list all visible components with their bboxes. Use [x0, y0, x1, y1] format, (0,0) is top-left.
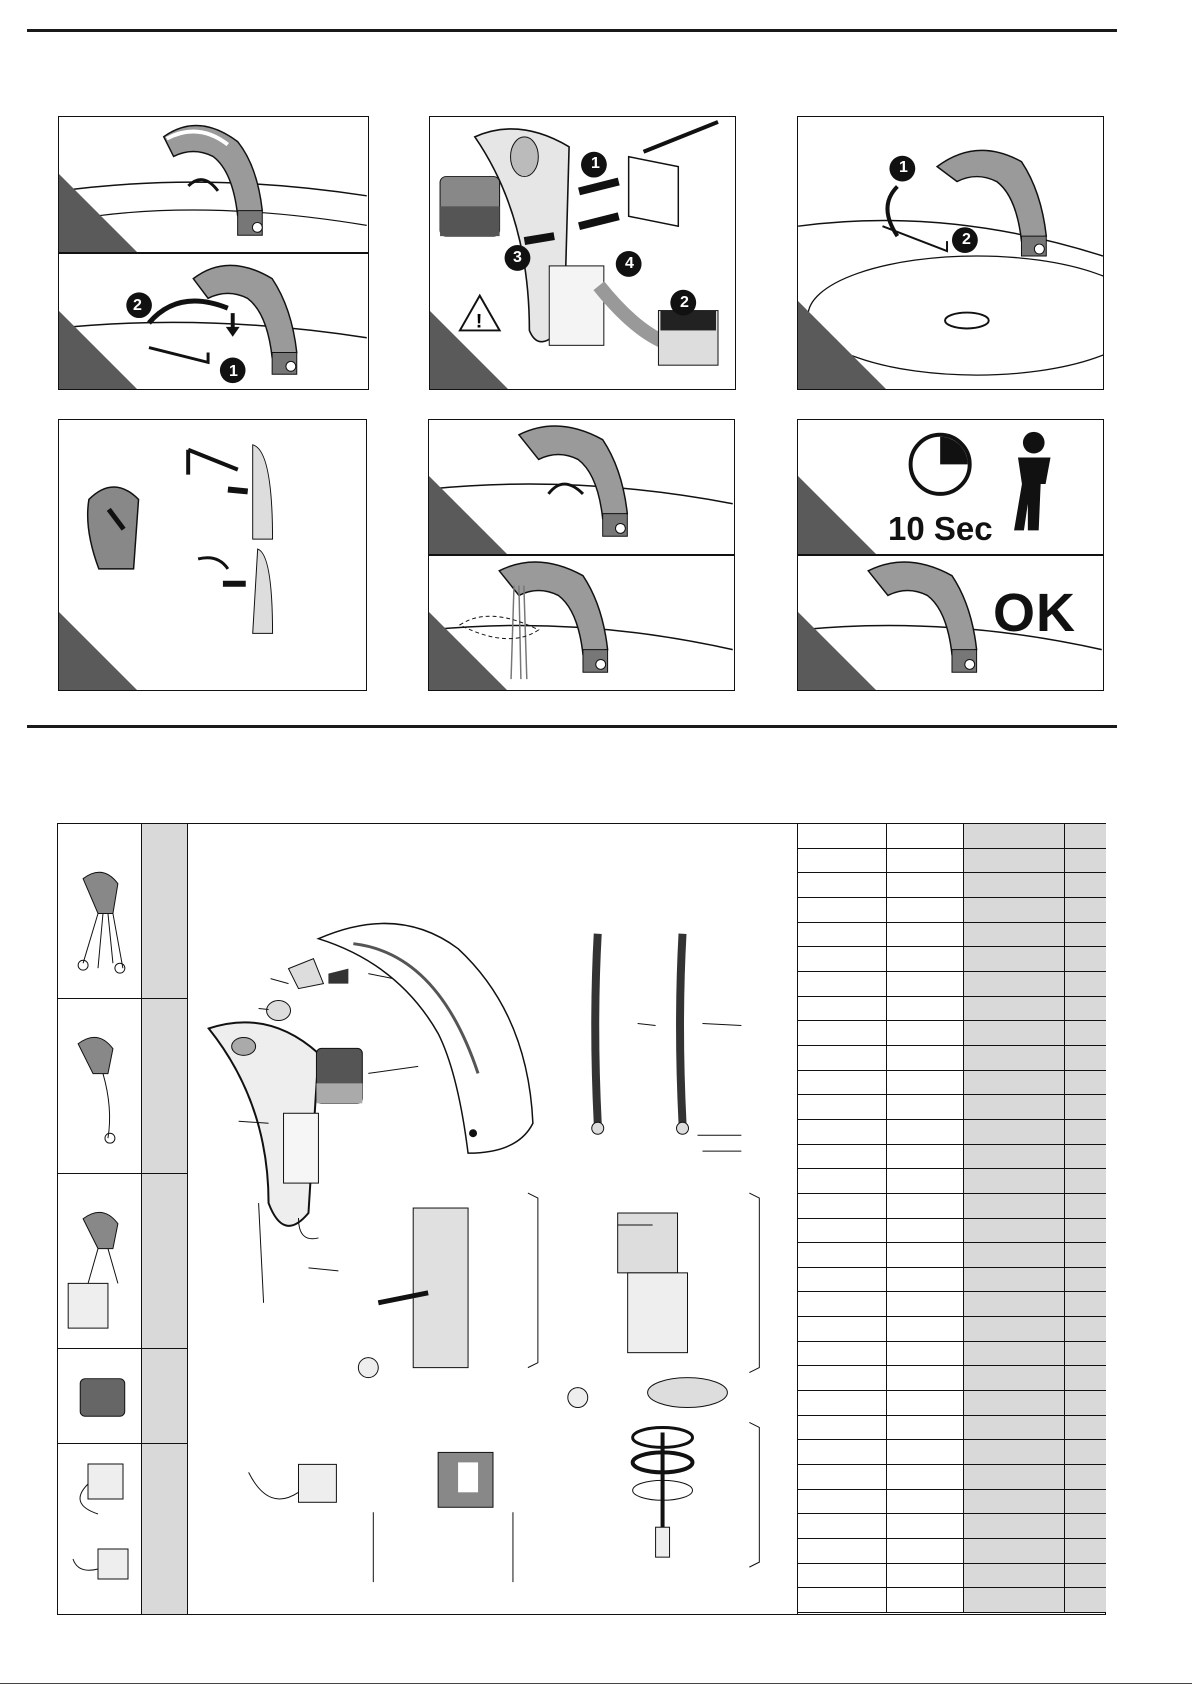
table-cell — [887, 1046, 964, 1070]
table-row — [798, 1194, 1106, 1219]
table-cell — [964, 1539, 1065, 1563]
table-cell — [887, 1539, 964, 1563]
table-cell — [1065, 849, 1106, 873]
variant-thumb-5 — [58, 1444, 142, 1616]
table-cell — [1065, 1021, 1106, 1045]
step-marker-2: 2 — [133, 297, 142, 314]
step-panel-ok — [797, 555, 1104, 691]
table-row — [798, 1095, 1106, 1120]
variant-thumbnails — [58, 824, 142, 1614]
table-cell — [798, 1366, 887, 1390]
table-cell — [964, 1440, 1065, 1464]
table-cell — [964, 1046, 1065, 1070]
table-row — [798, 972, 1106, 997]
table-cell — [798, 1490, 887, 1514]
table-cell — [964, 1169, 1065, 1193]
table-row — [798, 1539, 1106, 1564]
table-cell — [964, 898, 1065, 922]
table-cell — [798, 1292, 887, 1316]
ok-label: OK — [993, 583, 1076, 643]
table-row — [798, 898, 1106, 923]
table-row — [798, 1268, 1106, 1293]
table-cell — [887, 1169, 964, 1193]
table-cell — [964, 947, 1065, 971]
table-cell — [887, 849, 964, 873]
step-panel-battery — [429, 116, 736, 390]
table-row — [798, 1046, 1106, 1071]
shade-cell — [142, 1349, 188, 1444]
table-cell — [798, 1194, 887, 1218]
table-cell — [887, 1465, 964, 1489]
table-cell — [1065, 898, 1106, 922]
corner-marker — [429, 476, 507, 554]
table-cell — [964, 849, 1065, 873]
timer-label: 10 Sec — [888, 510, 993, 547]
table-cell — [887, 898, 964, 922]
table-cell — [798, 923, 887, 947]
person-icon — [1014, 432, 1050, 531]
table-cell — [798, 1416, 887, 1440]
hose-icon — [680, 934, 682, 1124]
table-row — [798, 1514, 1106, 1539]
table-cell — [1065, 1391, 1106, 1415]
table-cell — [964, 997, 1065, 1021]
table-row — [798, 1021, 1106, 1046]
table-cell — [964, 1219, 1065, 1243]
table-cell — [798, 1169, 887, 1193]
table-cell — [887, 1120, 964, 1144]
table-cell — [887, 1071, 964, 1095]
table-cell — [1065, 997, 1106, 1021]
table-row — [798, 1169, 1106, 1194]
table-cell — [887, 1219, 964, 1243]
table-cell — [1065, 1564, 1106, 1588]
variant-thumb-4 — [58, 1349, 142, 1444]
table-row — [798, 1564, 1106, 1589]
table-cell — [798, 947, 887, 971]
table-row — [798, 1145, 1106, 1170]
table-cell — [798, 997, 887, 1021]
table-cell — [1065, 1440, 1106, 1464]
table-cell — [798, 1219, 887, 1243]
table-cell — [887, 1391, 964, 1415]
table-row — [798, 1490, 1106, 1515]
shade-cell — [142, 1174, 188, 1349]
table-cell — [1065, 824, 1106, 848]
table-cell — [887, 1194, 964, 1218]
shade-cell — [142, 999, 188, 1174]
top-rule — [27, 29, 1117, 32]
table-cell — [887, 1588, 964, 1612]
table-row — [798, 1317, 1106, 1342]
table-row — [798, 1588, 1106, 1613]
step-panel-sensor-top — [428, 419, 735, 555]
table-cell — [798, 1588, 887, 1612]
step-panel-reinstall — [797, 116, 1104, 390]
table-cell — [1065, 1145, 1106, 1169]
table-cell — [1065, 972, 1106, 996]
table-cell — [964, 1366, 1065, 1390]
table-row — [798, 1120, 1106, 1145]
step-panel-remove-top — [58, 116, 369, 253]
table-cell — [798, 873, 887, 897]
table-cell — [1065, 1514, 1106, 1538]
table-cell — [1065, 1169, 1106, 1193]
table-row — [798, 1219, 1106, 1244]
table-row — [798, 1416, 1106, 1441]
table-row — [798, 923, 1106, 948]
power-adapter-icon — [58, 1444, 142, 1616]
table-cell — [798, 824, 887, 848]
table-cell — [887, 972, 964, 996]
table-row — [798, 947, 1106, 972]
table-cell — [798, 1317, 887, 1341]
table-cell — [887, 923, 964, 947]
table-row — [798, 1391, 1106, 1416]
table-row — [798, 824, 1106, 849]
corner-marker — [59, 311, 137, 389]
variant-thumb-1 — [58, 824, 142, 999]
step-marker-2: 2 — [680, 294, 689, 311]
table-cell — [887, 1021, 964, 1045]
table-cell — [887, 1366, 964, 1390]
table-cell — [964, 1342, 1065, 1366]
step-marker-1: 1 — [229, 363, 238, 380]
table-cell — [887, 824, 964, 848]
table-cell — [887, 1514, 964, 1538]
corner-marker — [430, 311, 508, 389]
table-cell — [798, 849, 887, 873]
step-marker-4: 4 — [625, 255, 634, 272]
table-cell — [1065, 1194, 1106, 1218]
table-cell — [964, 1391, 1065, 1415]
table-cell — [1065, 1046, 1106, 1070]
table-cell — [798, 1391, 887, 1415]
table-cell — [964, 1071, 1065, 1095]
table-cell — [964, 1564, 1065, 1588]
step-panel-reset — [58, 419, 367, 691]
table-cell — [887, 1416, 964, 1440]
step-panel-remove-bottom — [58, 253, 369, 390]
table-cell — [964, 1416, 1065, 1440]
middle-rule — [27, 725, 1117, 728]
table-cell — [1065, 1465, 1106, 1489]
table-row — [798, 1292, 1106, 1317]
table-cell — [798, 1514, 887, 1538]
power-adapter-icon — [298, 1464, 336, 1502]
table-cell — [798, 898, 887, 922]
faucet-icon — [188, 824, 797, 1614]
table-cell — [798, 1342, 887, 1366]
table-row — [798, 1366, 1106, 1391]
table-cell — [964, 824, 1065, 848]
table-cell — [964, 1292, 1065, 1316]
table-cell — [887, 1342, 964, 1366]
table-cell — [798, 1046, 887, 1070]
table-cell — [964, 1268, 1065, 1292]
table-cell — [887, 997, 964, 1021]
table-cell — [964, 1194, 1065, 1218]
battery-icon — [58, 1349, 142, 1443]
table-cell — [1065, 1292, 1106, 1316]
table-cell — [964, 1317, 1065, 1341]
table-cell — [1065, 1071, 1106, 1095]
table-cell — [1065, 1342, 1106, 1366]
corner-marker — [798, 612, 876, 690]
table-cell — [1065, 1268, 1106, 1292]
table-cell — [887, 1490, 964, 1514]
table-cell — [887, 873, 964, 897]
table-row — [798, 1243, 1106, 1268]
parts-table — [797, 824, 1105, 1614]
table-cell — [1065, 1243, 1106, 1267]
table-cell — [798, 1120, 887, 1144]
corner-marker — [798, 476, 876, 554]
table-cell — [887, 1440, 964, 1464]
table-row — [798, 1342, 1106, 1367]
table-cell — [798, 972, 887, 996]
table-cell — [964, 972, 1065, 996]
corner-marker — [59, 174, 137, 252]
table-cell — [964, 1021, 1065, 1045]
table-row — [798, 1440, 1106, 1465]
table-cell — [887, 1564, 964, 1588]
table-cell — [798, 1243, 887, 1267]
table-row — [798, 1071, 1106, 1096]
table-cell — [1065, 923, 1106, 947]
step-panel-timer — [797, 419, 1104, 555]
table-row — [798, 997, 1106, 1022]
table-cell — [964, 1514, 1065, 1538]
table-cell — [1065, 1317, 1106, 1341]
table-cell — [1065, 1539, 1106, 1563]
step-marker-1: 1 — [591, 155, 600, 172]
table-cell — [887, 1292, 964, 1316]
table-cell — [964, 923, 1065, 947]
table-cell — [1065, 1219, 1106, 1243]
bottom-rule — [0, 1683, 1192, 1684]
table-cell — [798, 1071, 887, 1095]
parts-section — [57, 823, 1106, 1615]
svg-text:!: ! — [475, 310, 483, 333]
table-row — [798, 873, 1106, 898]
hose-icon — [595, 934, 597, 1124]
corner-marker — [798, 301, 886, 389]
step-marker-2: 2 — [962, 231, 971, 248]
table-row — [798, 1465, 1106, 1490]
table-cell — [964, 1465, 1065, 1489]
variant-thumb-3 — [58, 1174, 142, 1349]
table-cell — [1065, 1490, 1106, 1514]
table-cell — [964, 873, 1065, 897]
table-cell — [887, 1317, 964, 1341]
table-cell — [798, 1145, 887, 1169]
variant-thumb-2 — [58, 999, 142, 1174]
table-cell — [964, 1120, 1065, 1144]
corner-marker — [429, 612, 507, 690]
table-cell — [798, 1095, 887, 1119]
step-marker-1: 1 — [899, 159, 908, 176]
table-cell — [1065, 873, 1106, 897]
table-cell — [964, 1145, 1065, 1169]
step-marker-3: 3 — [513, 249, 522, 266]
table-cell — [1065, 1416, 1106, 1440]
corner-marker — [59, 612, 137, 690]
step-panel-sensor-bottom — [428, 555, 735, 691]
table-cell — [1065, 1120, 1106, 1144]
table-cell — [798, 1440, 887, 1464]
table-cell — [887, 947, 964, 971]
table-cell — [798, 1564, 887, 1588]
table-cell — [964, 1095, 1065, 1119]
table-cell — [964, 1588, 1065, 1612]
table-cell — [887, 1095, 964, 1119]
table-cell — [887, 1243, 964, 1267]
table-cell — [964, 1243, 1065, 1267]
table-cell — [964, 1490, 1065, 1514]
exploded-parts-diagram — [188, 824, 797, 1614]
table-cell — [798, 1268, 887, 1292]
table-cell — [798, 1465, 887, 1489]
table-cell — [887, 1268, 964, 1292]
variant-shade-column — [142, 824, 188, 1614]
table-row — [798, 849, 1106, 874]
shade-cell — [142, 824, 188, 999]
table-cell — [1065, 1366, 1106, 1390]
table-cell — [798, 1021, 887, 1045]
table-cell — [798, 1539, 887, 1563]
table-cell — [1065, 947, 1106, 971]
table-cell — [1065, 1588, 1106, 1612]
table-cell — [1065, 1095, 1106, 1119]
table-cell — [887, 1145, 964, 1169]
